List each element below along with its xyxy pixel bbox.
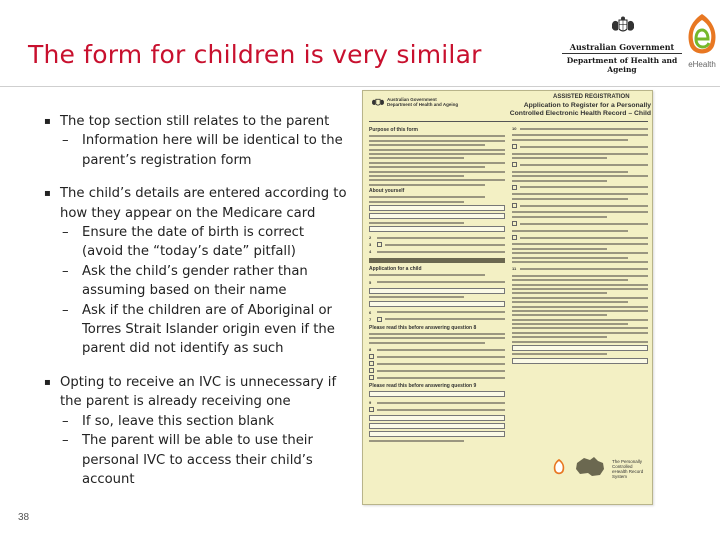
sub-bullet: – Ask if the children are of Aboriginal or Torres Strait Islander origin even if the parent did not identify as such bbox=[44, 301, 349, 359]
coat-of-arms-icon bbox=[371, 97, 385, 109]
form-title: Application to Register for a Personally Controlled Electronic Health Record – Child bbox=[509, 102, 651, 117]
form-left-column: Purpose of this form About yourself 2 3 4 Application for a child 5 6 7 Please read this before answering question 8 8 Please read this before answering question 9 9 bbox=[369, 125, 505, 501]
form-right-column: 10 11 bbox=[512, 125, 648, 501]
bullet-parent-section: ▪ The top section still relates to the parent bbox=[44, 112, 349, 131]
page-number: 38 bbox=[18, 512, 30, 523]
form-footer-text: The Personally Controlled eHealth Record System bbox=[612, 459, 644, 479]
child-registration-form-image bbox=[362, 90, 653, 505]
ehealth-e-logo-icon bbox=[552, 457, 566, 477]
australia-map-icon bbox=[574, 455, 606, 479]
coat-of-arms-icon bbox=[610, 16, 636, 38]
bullet-child-details: ▪ The child’s details are entered according to how they appear on the Medicare card bbox=[44, 184, 349, 223]
bullet-list bbox=[44, 112, 349, 489]
ehealth-e-logo-icon bbox=[684, 12, 720, 58]
form-government-name: Australian Government Department of Health and Ageing bbox=[387, 97, 459, 107]
ehealth-label: eHealth bbox=[688, 60, 716, 69]
department-name: Department of Health and Ageing bbox=[562, 53, 682, 74]
form-label: ASSISTED REGISTRATION bbox=[553, 94, 630, 100]
sub-bullet: – If so, leave this section blank bbox=[44, 412, 349, 431]
australian-government-logo bbox=[562, 16, 682, 74]
title-divider bbox=[0, 86, 720, 87]
slide-title: The form for children is very similar bbox=[28, 40, 482, 69]
bullet-ivc: ▪ Opting to receive an IVC is unnecessary if the parent is already receiving one bbox=[44, 373, 349, 412]
sub-bullet: – Information here will be identical to the parent’s registration form bbox=[44, 131, 349, 170]
sub-bullet: – Ask the child’s gender rather than assuming based on their name bbox=[44, 262, 349, 301]
sub-bullet: – The parent will be able to use their personal IVC to access their child’s account bbox=[44, 431, 349, 489]
sub-bullet: – Ensure the date of birth is correct (avoid the “today’s date” pitfall) bbox=[44, 223, 349, 262]
form-footer bbox=[512, 449, 648, 501]
form-divider bbox=[369, 121, 648, 122]
ehealth-logo bbox=[684, 12, 720, 70]
government-name: Australian Government bbox=[569, 42, 675, 52]
